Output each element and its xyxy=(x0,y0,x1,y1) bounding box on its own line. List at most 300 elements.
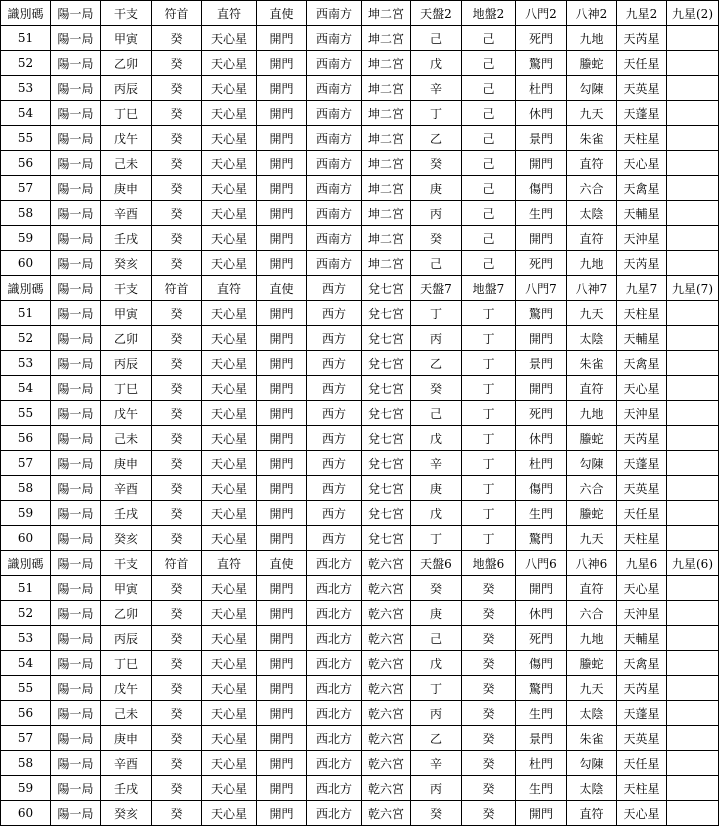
table-cell xyxy=(667,126,719,151)
table-cell: 辛 xyxy=(411,751,462,776)
header-cell: 地盤2 xyxy=(462,1,516,26)
table-cell: 開門 xyxy=(257,776,307,801)
table-cell xyxy=(667,101,719,126)
table-cell: 天心星 xyxy=(202,776,257,801)
table-row xyxy=(1,751,719,776)
table-cell: 開門 xyxy=(257,76,307,101)
table-cell xyxy=(667,301,719,326)
table-cell: 兌七宮 xyxy=(362,351,411,376)
table-cell: 兌七宮 xyxy=(362,426,411,451)
table-cell: 乙卯 xyxy=(101,601,152,626)
table-row xyxy=(1,201,719,226)
table-cell: 56 xyxy=(1,426,51,451)
table-cell: 天禽星 xyxy=(617,176,667,201)
table-row xyxy=(1,26,719,51)
table-cell: 陽一局 xyxy=(51,76,101,101)
table-cell: 54 xyxy=(1,376,51,401)
table-cell: 53 xyxy=(1,351,51,376)
table-cell: 陽一局 xyxy=(51,476,101,501)
table-row xyxy=(1,176,719,201)
table-cell: 開門 xyxy=(257,151,307,176)
table-cell: 天英星 xyxy=(617,76,667,101)
table-cell: 天心星 xyxy=(202,476,257,501)
table-cell: 坤二宮 xyxy=(362,151,411,176)
table-cell: 天任星 xyxy=(617,501,667,526)
table-cell xyxy=(667,151,719,176)
table-cell: 開門 xyxy=(257,426,307,451)
table-cell: 己 xyxy=(462,251,516,276)
table-cell: 癸 xyxy=(152,501,202,526)
table-row xyxy=(1,351,719,376)
table-cell: 開門 xyxy=(257,351,307,376)
table-cell: 52 xyxy=(1,51,51,76)
table-cell: 陽一局 xyxy=(51,401,101,426)
header-cell: 符首 xyxy=(152,551,202,576)
table-cell: 坤二宮 xyxy=(362,51,411,76)
table-cell: 天柱星 xyxy=(617,126,667,151)
table-cell xyxy=(667,701,719,726)
table-cell: 丁 xyxy=(411,101,462,126)
table-cell: 癸 xyxy=(411,576,462,601)
header-cell: 九星(2) xyxy=(667,1,719,26)
table-cell: 59 xyxy=(1,226,51,251)
table-cell: 西方 xyxy=(307,351,362,376)
table-row xyxy=(1,126,719,151)
table-cell: 太陰 xyxy=(567,776,617,801)
table-cell: 天芮星 xyxy=(617,426,667,451)
header-cell: 八門7 xyxy=(516,276,567,301)
table-cell: 己 xyxy=(462,26,516,51)
table-cell: 甲寅 xyxy=(101,301,152,326)
table-cell: 景門 xyxy=(516,726,567,751)
table-cell: 癸 xyxy=(462,801,516,826)
table-cell xyxy=(667,76,719,101)
table-cell: 癸 xyxy=(152,176,202,201)
header-cell: 陽一局 xyxy=(51,551,101,576)
table-cell: 癸亥 xyxy=(101,251,152,276)
table-cell: 九天 xyxy=(567,526,617,551)
table-cell: 九地 xyxy=(567,401,617,426)
table-cell: 陽一局 xyxy=(51,651,101,676)
table-cell: 甲寅 xyxy=(101,576,152,601)
table-cell: 天心星 xyxy=(202,51,257,76)
table-cell: 六合 xyxy=(567,176,617,201)
table-cell: 辛酉 xyxy=(101,201,152,226)
table-cell: 癸 xyxy=(152,701,202,726)
table-cell: 西南方 xyxy=(307,226,362,251)
table-cell: 戊 xyxy=(411,426,462,451)
table-cell: 九地 xyxy=(567,26,617,51)
table-cell: 天芮星 xyxy=(617,251,667,276)
table-cell: 陽一局 xyxy=(51,776,101,801)
table-cell xyxy=(667,401,719,426)
table-cell: 天芮星 xyxy=(617,26,667,51)
table-cell: 己 xyxy=(462,201,516,226)
table-cell: 戊午 xyxy=(101,676,152,701)
table-cell: 坤二宮 xyxy=(362,126,411,151)
table-cell: 陽一局 xyxy=(51,201,101,226)
header-cell: 天盤6 xyxy=(411,551,462,576)
header-cell: 直符 xyxy=(202,1,257,26)
table-cell: 天心星 xyxy=(202,76,257,101)
table-cell: 辛酉 xyxy=(101,476,152,501)
table-cell: 天英星 xyxy=(617,726,667,751)
table-cell: 天輔星 xyxy=(617,201,667,226)
table-cell: 休門 xyxy=(516,601,567,626)
table-cell: 陽一局 xyxy=(51,126,101,151)
table-cell: 坤二宮 xyxy=(362,226,411,251)
header-cell: 八門6 xyxy=(516,551,567,576)
table-row xyxy=(1,401,719,426)
table-cell: 58 xyxy=(1,201,51,226)
table-row xyxy=(1,251,719,276)
table-cell: 55 xyxy=(1,401,51,426)
table-cell: 天心星 xyxy=(617,376,667,401)
table-cell: 58 xyxy=(1,751,51,776)
table-cell: 天心星 xyxy=(202,676,257,701)
table-cell: 螣蛇 xyxy=(567,51,617,76)
header-cell: 地盤6 xyxy=(462,551,516,576)
table-cell xyxy=(667,751,719,776)
table-row xyxy=(1,151,719,176)
table-cell xyxy=(667,576,719,601)
table-cell: 乾六宮 xyxy=(362,651,411,676)
table-cell: 開門 xyxy=(257,251,307,276)
table-cell: 58 xyxy=(1,476,51,501)
table-cell: 乾六宮 xyxy=(362,676,411,701)
table-cell: 天柱星 xyxy=(617,526,667,551)
table-row xyxy=(1,676,719,701)
table-cell: 陽一局 xyxy=(51,251,101,276)
table-cell: 己 xyxy=(462,101,516,126)
table-cell: 天心星 xyxy=(202,201,257,226)
header-cell: 西方 xyxy=(307,276,362,301)
table-cell: 九天 xyxy=(567,101,617,126)
table-cell: 56 xyxy=(1,701,51,726)
table-cell: 開門 xyxy=(516,326,567,351)
table-cell: 乾六宮 xyxy=(362,726,411,751)
table-cell: 西北方 xyxy=(307,751,362,776)
table-cell: 庚申 xyxy=(101,726,152,751)
header-cell: 八門2 xyxy=(516,1,567,26)
table-cell: 癸 xyxy=(152,401,202,426)
table-cell: 螣蛇 xyxy=(567,426,617,451)
table-cell: 癸 xyxy=(152,651,202,676)
table-cell: 兌七宮 xyxy=(362,401,411,426)
table-cell: 丙辰 xyxy=(101,626,152,651)
table-cell: 太陰 xyxy=(567,701,617,726)
table-cell: 癸 xyxy=(462,651,516,676)
table-cell xyxy=(667,801,719,826)
table-cell xyxy=(667,526,719,551)
table-cell: 陽一局 xyxy=(51,376,101,401)
table-cell: 庚 xyxy=(411,601,462,626)
table-cell: 坤二宮 xyxy=(362,251,411,276)
table-cell xyxy=(667,501,719,526)
table-cell: 天心星 xyxy=(202,576,257,601)
table-cell: 陽一局 xyxy=(51,601,101,626)
table-cell: 癸 xyxy=(152,251,202,276)
table-cell xyxy=(667,776,719,801)
table-cell: 己 xyxy=(462,176,516,201)
table-cell: 開門 xyxy=(257,126,307,151)
table-cell: 西南方 xyxy=(307,251,362,276)
table-cell: 兌七宮 xyxy=(362,476,411,501)
table-cell: 西南方 xyxy=(307,51,362,76)
table-cell: 天柱星 xyxy=(617,776,667,801)
table-cell xyxy=(667,176,719,201)
table-cell: 癸 xyxy=(152,326,202,351)
table-row xyxy=(1,601,719,626)
table-cell: 螣蛇 xyxy=(567,501,617,526)
table-cell: 天心星 xyxy=(617,576,667,601)
header-cell: 符首 xyxy=(152,276,202,301)
table-cell: 開門 xyxy=(257,501,307,526)
header-cell: 天盤2 xyxy=(411,1,462,26)
table-cell xyxy=(667,726,719,751)
table-cell: 乾六宮 xyxy=(362,626,411,651)
table-cell: 癸 xyxy=(152,751,202,776)
table-cell: 開門 xyxy=(257,26,307,51)
table-cell: 乙 xyxy=(411,351,462,376)
table-cell: 螣蛇 xyxy=(567,651,617,676)
table-cell: 天心星 xyxy=(202,251,257,276)
table-cell: 驚門 xyxy=(516,676,567,701)
table-cell: 癸 xyxy=(411,801,462,826)
table-cell: 兌七宮 xyxy=(362,326,411,351)
table-cell: 陽一局 xyxy=(51,726,101,751)
table-cell: 己 xyxy=(462,151,516,176)
table-cell: 丁巳 xyxy=(101,101,152,126)
table-cell: 天任星 xyxy=(617,751,667,776)
table-cell: 西方 xyxy=(307,476,362,501)
table-cell: 九天 xyxy=(567,676,617,701)
table-cell: 己 xyxy=(411,251,462,276)
table-cell: 52 xyxy=(1,326,51,351)
table-cell: 開門 xyxy=(257,51,307,76)
table-cell: 癸 xyxy=(152,726,202,751)
header-cell: 直使 xyxy=(257,1,307,26)
table-cell: 陽一局 xyxy=(51,626,101,651)
table-cell: 丁巳 xyxy=(101,376,152,401)
table-row xyxy=(1,76,719,101)
table-row xyxy=(1,801,719,826)
table-cell: 戊午 xyxy=(101,401,152,426)
table-cell: 天心星 xyxy=(202,176,257,201)
table-cell: 癸 xyxy=(411,376,462,401)
table-cell: 壬戌 xyxy=(101,776,152,801)
table-cell: 天禽星 xyxy=(617,351,667,376)
table-cell: 天芮星 xyxy=(617,676,667,701)
table-cell: 太陰 xyxy=(567,326,617,351)
table-cell: 開門 xyxy=(257,676,307,701)
table-cell: 天心星 xyxy=(202,651,257,676)
table-cell: 西北方 xyxy=(307,576,362,601)
table-cell: 天心星 xyxy=(202,726,257,751)
table-cell: 陽一局 xyxy=(51,451,101,476)
header-cell: 直符 xyxy=(202,551,257,576)
table-cell: 天沖星 xyxy=(617,401,667,426)
table-cell: 傷門 xyxy=(516,476,567,501)
table-cell: 癸 xyxy=(152,376,202,401)
table-cell: 開門 xyxy=(257,801,307,826)
table-cell: 癸 xyxy=(152,26,202,51)
header-cell: 識別碼 xyxy=(1,276,51,301)
table-cell: 西南方 xyxy=(307,26,362,51)
table-cell: 天心星 xyxy=(202,451,257,476)
table-cell: 51 xyxy=(1,576,51,601)
table-cell: 55 xyxy=(1,126,51,151)
table-body xyxy=(1,1,719,826)
table-cell: 西南方 xyxy=(307,201,362,226)
table-cell: 西北方 xyxy=(307,651,362,676)
table-cell: 天心星 xyxy=(202,301,257,326)
table-cell: 直符 xyxy=(567,376,617,401)
table-cell: 西方 xyxy=(307,401,362,426)
table-cell: 丁 xyxy=(462,526,516,551)
table-cell: 丁巳 xyxy=(101,651,152,676)
table-cell: 開門 xyxy=(257,751,307,776)
table-cell xyxy=(667,476,719,501)
table-cell: 癸 xyxy=(152,601,202,626)
table-cell: 癸 xyxy=(152,51,202,76)
table-cell: 陽一局 xyxy=(51,326,101,351)
table-cell: 兌七宮 xyxy=(362,451,411,476)
table-cell: 開門 xyxy=(516,151,567,176)
table-cell: 西北方 xyxy=(307,801,362,826)
table-cell xyxy=(667,51,719,76)
table-cell: 天心星 xyxy=(202,151,257,176)
table-cell: 西南方 xyxy=(307,101,362,126)
table-cell: 戊 xyxy=(411,651,462,676)
table-cell: 勾陳 xyxy=(567,451,617,476)
table-cell: 傷門 xyxy=(516,651,567,676)
header-cell: 九星6 xyxy=(617,551,667,576)
table-cell: 天心星 xyxy=(202,101,257,126)
table-cell: 天心星 xyxy=(202,601,257,626)
table-cell: 朱雀 xyxy=(567,126,617,151)
table-cell: 乾六宮 xyxy=(362,776,411,801)
header-cell: 干支 xyxy=(101,276,152,301)
table-row xyxy=(1,51,719,76)
table-cell: 西南方 xyxy=(307,151,362,176)
table-cell: 癸 xyxy=(462,701,516,726)
table-cell: 九地 xyxy=(567,251,617,276)
table-cell: 直符 xyxy=(567,151,617,176)
table-cell: 驚門 xyxy=(516,301,567,326)
header-cell: 符首 xyxy=(152,1,202,26)
table-cell: 西方 xyxy=(307,526,362,551)
table-cell: 乙卯 xyxy=(101,326,152,351)
table-cell: 死門 xyxy=(516,26,567,51)
table-cell: 陽一局 xyxy=(51,526,101,551)
table-row xyxy=(1,426,719,451)
table-row xyxy=(1,651,719,676)
table-cell: 西北方 xyxy=(307,776,362,801)
table-cell: 九天 xyxy=(567,301,617,326)
table-cell: 傷門 xyxy=(516,176,567,201)
table-cell: 54 xyxy=(1,101,51,126)
table-cell xyxy=(667,426,719,451)
table-cell: 天心星 xyxy=(202,751,257,776)
table-cell xyxy=(667,376,719,401)
table-cell: 西方 xyxy=(307,376,362,401)
table-cell: 開門 xyxy=(257,726,307,751)
header-row xyxy=(1,1,719,26)
table-cell: 生門 xyxy=(516,701,567,726)
table-cell: 丁 xyxy=(462,351,516,376)
table-cell: 朱雀 xyxy=(567,351,617,376)
table-cell: 丙辰 xyxy=(101,76,152,101)
table-cell xyxy=(667,626,719,651)
table-cell: 天心星 xyxy=(202,426,257,451)
table-cell: 太陰 xyxy=(567,201,617,226)
table-cell: 天英星 xyxy=(617,476,667,501)
table-cell: 開門 xyxy=(257,401,307,426)
table-cell: 開門 xyxy=(257,326,307,351)
table-cell: 丙 xyxy=(411,776,462,801)
table-cell: 癸 xyxy=(462,676,516,701)
table-cell: 丁 xyxy=(462,476,516,501)
table-cell: 西方 xyxy=(307,501,362,526)
header-cell: 九星(7) xyxy=(667,276,719,301)
table-cell: 癸 xyxy=(152,151,202,176)
table-cell: 死門 xyxy=(516,626,567,651)
table-cell: 生門 xyxy=(516,501,567,526)
table-cell: 天輔星 xyxy=(617,326,667,351)
table-cell xyxy=(667,226,719,251)
table-cell: 癸 xyxy=(462,601,516,626)
table-cell: 西方 xyxy=(307,301,362,326)
table-cell: 死門 xyxy=(516,401,567,426)
table-row xyxy=(1,476,719,501)
table-cell: 庚申 xyxy=(101,451,152,476)
table-cell: 直符 xyxy=(567,801,617,826)
table-row xyxy=(1,101,719,126)
table-row xyxy=(1,326,719,351)
table-cell: 開門 xyxy=(257,201,307,226)
table-cell: 庚 xyxy=(411,476,462,501)
header-cell: 兌七宮 xyxy=(362,276,411,301)
table-cell: 休門 xyxy=(516,426,567,451)
table-cell: 癸 xyxy=(152,526,202,551)
table-cell: 丁 xyxy=(462,426,516,451)
table-cell: 乙 xyxy=(411,726,462,751)
table-cell: 癸 xyxy=(462,726,516,751)
table-cell: 癸 xyxy=(152,351,202,376)
table-cell: 開門 xyxy=(516,576,567,601)
table-cell: 開門 xyxy=(257,651,307,676)
table-cell: 55 xyxy=(1,676,51,701)
table-cell: 天沖星 xyxy=(617,601,667,626)
table-cell: 癸 xyxy=(152,226,202,251)
table-cell: 天任星 xyxy=(617,51,667,76)
table-row xyxy=(1,776,719,801)
table-cell: 己 xyxy=(411,401,462,426)
table-cell: 勾陳 xyxy=(567,76,617,101)
table-cell: 天蓬星 xyxy=(617,451,667,476)
table-cell: 西北方 xyxy=(307,726,362,751)
table-cell: 天心星 xyxy=(202,626,257,651)
table-cell: 53 xyxy=(1,626,51,651)
table-cell: 天輔星 xyxy=(617,626,667,651)
table-cell: 開門 xyxy=(257,301,307,326)
table-cell: 天柱星 xyxy=(617,301,667,326)
header-cell: 干支 xyxy=(101,1,152,26)
table-row xyxy=(1,226,719,251)
table-cell: 戊 xyxy=(411,51,462,76)
table-cell: 天心星 xyxy=(202,226,257,251)
